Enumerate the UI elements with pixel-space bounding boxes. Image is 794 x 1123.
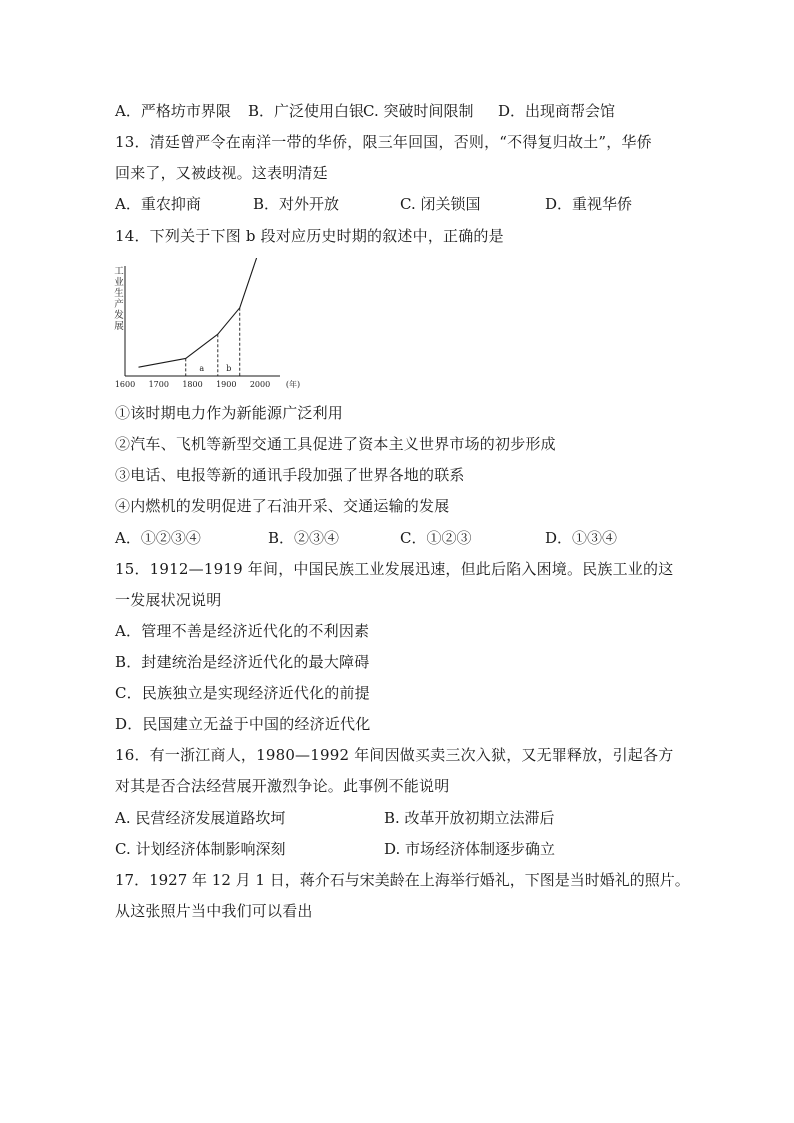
q14-statement-1: ①该时期电力作为新能源广泛利用	[115, 404, 344, 422]
q16-option-c[interactable]: C. 计划经济体制影响深刻	[115, 840, 286, 858]
series-line-segment	[186, 334, 218, 358]
q12-option-d[interactable]: D．出现商帮会馆	[498, 102, 616, 120]
q15-stem-line2: 一发展状况说明	[115, 591, 222, 609]
q13-option-c[interactable]: C. 闭关锁国	[400, 195, 481, 213]
industrial-growth-chart	[112, 258, 302, 390]
x-tick-label: 2000	[249, 380, 271, 389]
q15-stem-line1: 15．1912—1919 年间，中国民族工业发展迅速，但此后陷入困境。民族工业的这	[115, 560, 674, 578]
segment-label-a: a	[199, 364, 205, 373]
q16-option-a[interactable]: A. 民营经济发展道路坎坷	[115, 809, 286, 827]
q13-stem-line2: 回来了，又被歧视。这表明清廷	[115, 164, 328, 182]
q14-stem: 14．下列关于下图 b 段对应历史时期的叙述中，正确的是	[115, 227, 504, 245]
q14-statement-4: ④内燃机的发明促进了石油开采、交通运输的发展	[115, 497, 450, 515]
q14-option-b[interactable]: B．②③④	[268, 529, 340, 547]
x-tick-label: 1800	[182, 380, 203, 389]
x-tick-label: 1900	[216, 380, 237, 389]
q13-option-a[interactable]: A．重农抑商	[115, 195, 201, 213]
x-tick-label: 1700	[148, 380, 169, 389]
series-line-segment	[139, 358, 186, 367]
q12-option-c[interactable]: C. 突破时间限制	[363, 102, 474, 120]
q13-option-b[interactable]: B．对外开放	[253, 195, 340, 213]
y-label-char: 展	[114, 321, 124, 332]
y-label-char: 产	[114, 299, 124, 310]
x-axis-label: (年)	[285, 380, 301, 389]
q14-statement-2: ②汽车、飞机等新型交通工具促进了资本主义世界市场的初步形成	[115, 435, 556, 453]
segment-label-b: b	[226, 364, 232, 373]
q14-statement-3: ③电话、电报等新的通讯手段加强了世界各地的联系	[115, 466, 465, 484]
q16-option-d[interactable]: D. 市场经济体制逐步确立	[384, 840, 556, 858]
q14-option-c[interactable]: C．①②③	[400, 529, 472, 547]
q15-option-b[interactable]: B．封建统治是经济近代化的最大障碍	[115, 653, 370, 671]
q14-option-a[interactable]: A．①②③④	[115, 529, 201, 547]
q15-option-a[interactable]: A．管理不善是经济近代化的不利因素	[115, 622, 370, 640]
x-tick-label: 1600	[114, 380, 136, 389]
y-label-char: 业	[114, 277, 124, 288]
q14-option-d[interactable]: D．①③④	[545, 529, 618, 547]
q17-stem-line1: 17．1927 年 12 月 1 日，蒋介石与宋美龄在上海举行婚礼，下图是当时婚礼的照片。	[115, 871, 690, 889]
q15-option-c[interactable]: C．民族独立是实现经济近代化的前提	[115, 684, 370, 702]
q16-option-b[interactable]: B. 改革开放初期立法滞后	[384, 809, 555, 827]
series-line-segment	[218, 308, 240, 334]
q12-option-b[interactable]: B．广泛使用白银	[248, 102, 365, 120]
q12-option-a[interactable]: A．严格坊市界限	[115, 102, 231, 120]
y-axis-label	[114, 266, 124, 332]
q16-stem-line2: 对其是否合法经营展开激烈争论。此事例不能说明	[115, 777, 450, 795]
q16-stem-line1: 16．有一浙江商人，1980—1992 年间因做买卖三次入狱，又无罪释放，引起各方	[115, 746, 674, 764]
y-label-char: 工	[114, 266, 124, 277]
q15-option-d[interactable]: D．民国建立无益于中国的经济近代化	[115, 715, 371, 733]
q17-stem-line2: 从这张照片当中我们可以看出	[115, 902, 313, 920]
y-label-char: 生	[114, 288, 124, 299]
q13-stem-line1: 13．清廷曾严令在南洋一带的华侨，限三年回国，否则，“不得复归故土”，华侨	[115, 133, 652, 151]
q13-option-d[interactable]: D．重视华侨	[545, 195, 633, 213]
y-label-char: 发	[114, 310, 124, 321]
series-line-segment	[240, 258, 259, 308]
